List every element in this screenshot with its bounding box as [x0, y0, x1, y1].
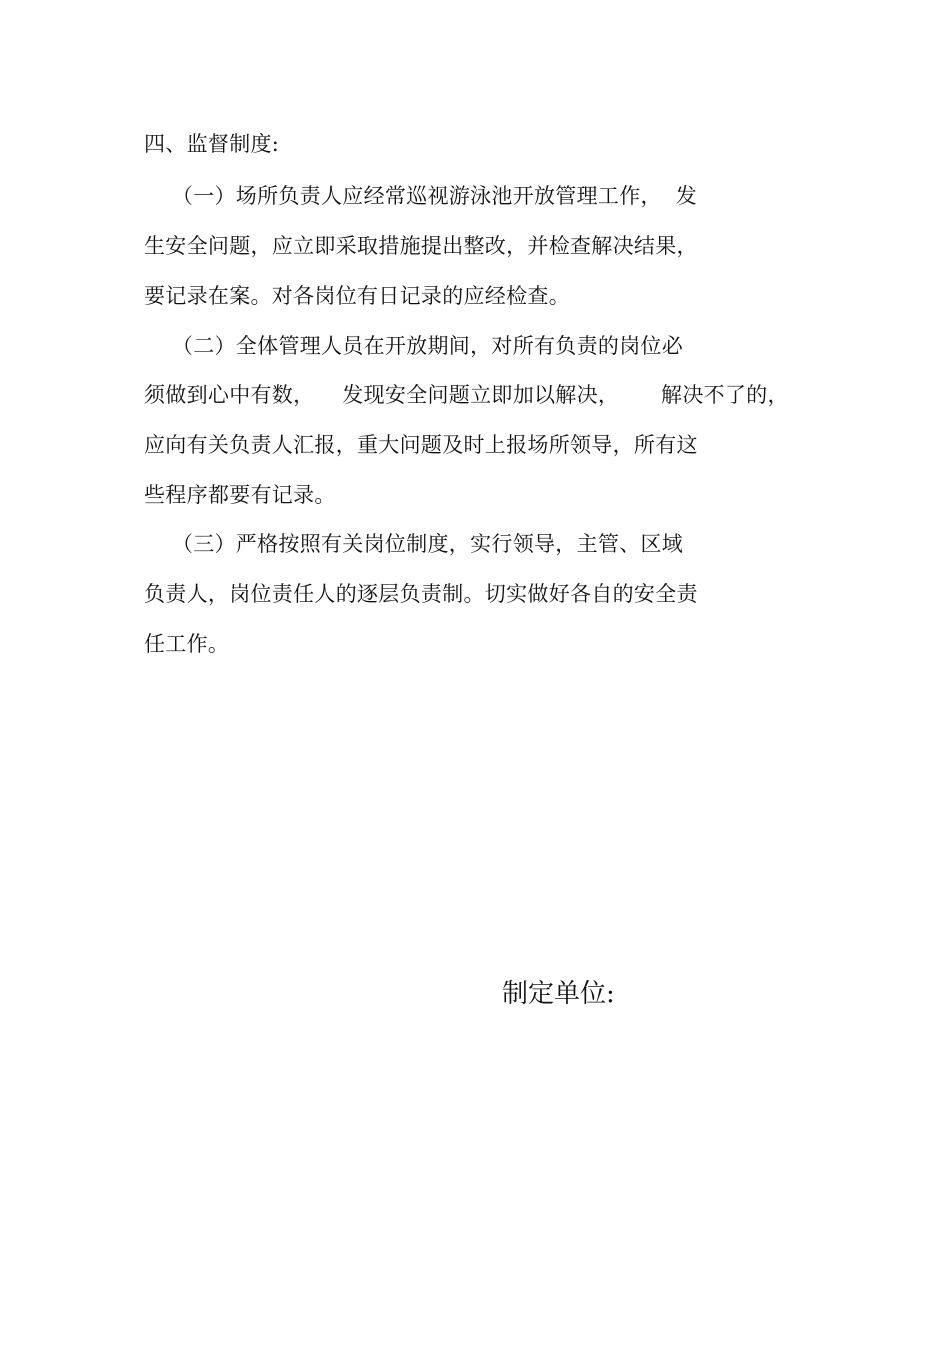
section-heading: 四、监督制度:: [144, 132, 280, 156]
paragraph-3-line-3: 任工作。: [144, 632, 230, 656]
paragraph-2-line-1: （二）全体管理人员在开放期间，对所有负责的岗位必: [144, 334, 684, 358]
paragraph-1-line-2: 生安全问题，应立即采取措施提出整改，并检查解决结果，: [144, 234, 698, 258]
paragraph-1-line-1: （一）场所负责人应经常巡视游泳池开放管理工作， 发: [144, 184, 698, 208]
signature-label: 制定单位:: [502, 979, 615, 1009]
paragraph-3-line-2: 负责人，岗位责任人的逐层负责制。切实做好各自的安全责: [144, 582, 698, 606]
paragraph-3-line-1: （三）严格按照有关岗位制度，实行领导，主管、区域: [144, 532, 684, 556]
paragraph-1-line-3: 要记录在案。对各岗位有日记录的应经检查。: [144, 284, 570, 308]
paragraph-2-line-2: 须做到心中有数， 发现安全问题立即加以解决， 解决不了的，: [144, 383, 789, 407]
paragraph-2-line-4: 些程序都要有记录。: [144, 483, 336, 507]
paragraph-2-line-3: 应向有关负责人汇报，重大问题及时上报场所领导，所有这: [144, 433, 698, 457]
